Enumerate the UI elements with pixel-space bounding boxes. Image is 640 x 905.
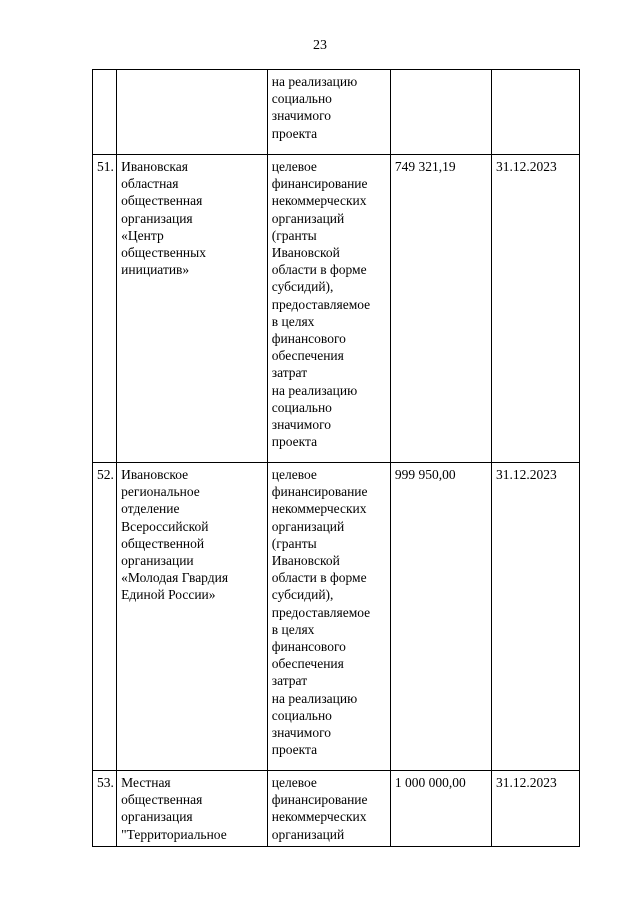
purpose-line: значимого bbox=[271, 417, 332, 433]
row-number-cell bbox=[93, 155, 117, 463]
row-number: 51. bbox=[97, 159, 114, 174]
purpose-cell bbox=[267, 70, 390, 155]
purpose-line: организаций bbox=[271, 210, 345, 226]
organization-line: Местная bbox=[121, 775, 171, 790]
row-number-cell bbox=[93, 771, 117, 847]
organization-cell bbox=[117, 771, 268, 847]
purpose-line: целевое bbox=[271, 775, 317, 790]
organization-line: региональное bbox=[121, 484, 200, 500]
organization-line: общественная bbox=[121, 193, 203, 209]
organization-line: Ивановская bbox=[121, 159, 188, 174]
table-row bbox=[93, 463, 580, 771]
amount-cell bbox=[390, 771, 491, 847]
purpose-line: социально bbox=[271, 91, 332, 107]
row-number: 53. bbox=[97, 775, 114, 790]
purpose-line: значимого bbox=[271, 108, 332, 124]
organization-line: «Центр bbox=[121, 227, 164, 243]
purpose-line: проекта bbox=[271, 125, 318, 141]
purpose-line: финансирование bbox=[271, 484, 368, 500]
table-row bbox=[93, 771, 580, 847]
purpose-line: финансового bbox=[271, 331, 346, 347]
purpose-line: в целях bbox=[271, 313, 315, 329]
purpose-line: финансового bbox=[271, 639, 346, 655]
purpose-line: затрат bbox=[271, 673, 308, 689]
purpose-cell bbox=[267, 155, 390, 463]
date-cell bbox=[492, 70, 580, 155]
amount-cell bbox=[390, 70, 491, 155]
purpose-line: некоммерческих bbox=[271, 501, 367, 517]
purpose-line: финансирование bbox=[271, 792, 368, 808]
purpose-line: некоммерческих bbox=[271, 809, 367, 825]
table-row bbox=[93, 155, 580, 463]
purpose-line: обеспечения bbox=[271, 656, 344, 672]
purpose-line: целевое bbox=[271, 159, 317, 174]
organization-line: отделение bbox=[121, 501, 180, 517]
deadline-date: 31.12.2023 bbox=[496, 159, 557, 174]
amount-cell bbox=[390, 155, 491, 463]
organization-line: общественная bbox=[121, 792, 203, 808]
page-number: 23 bbox=[313, 38, 327, 53]
organization-line: организация bbox=[121, 809, 193, 825]
purpose-line: затрат bbox=[271, 365, 308, 381]
deadline-date: 31.12.2023 bbox=[496, 775, 557, 790]
purpose-line: предоставляемое bbox=[271, 604, 371, 620]
organization-cell bbox=[117, 155, 268, 463]
grants-table bbox=[92, 69, 580, 847]
organization-line: Единой России» bbox=[121, 587, 216, 603]
purpose-line: Ивановской bbox=[271, 553, 340, 569]
purpose-line: субсидий), bbox=[271, 279, 334, 295]
purpose-line: предоставляемое bbox=[271, 296, 371, 312]
organization-line: общественной bbox=[121, 535, 205, 551]
purpose-line: проекта bbox=[271, 434, 318, 450]
purpose-line: на реализацию bbox=[271, 690, 358, 706]
purpose-line: (гранты bbox=[271, 227, 317, 243]
purpose-line: области в форме bbox=[271, 570, 367, 586]
purpose-line: значимого bbox=[271, 725, 332, 741]
organization-line: организации bbox=[121, 553, 194, 569]
purpose-line: организаций bbox=[271, 518, 345, 534]
purpose-line: (гранты bbox=[271, 535, 317, 551]
purpose-line: в целях bbox=[271, 621, 315, 637]
purpose-line: финансирование bbox=[271, 176, 368, 192]
date-cell bbox=[492, 463, 580, 771]
purpose-line: некоммерческих bbox=[271, 193, 367, 209]
deadline-date: 31.12.2023 bbox=[496, 467, 557, 482]
purpose-line: социально bbox=[271, 707, 332, 723]
amount-value: 999 950,00 bbox=[394, 467, 456, 482]
organization-line: инициатив» bbox=[121, 262, 190, 278]
purpose-line: обеспечения bbox=[271, 348, 344, 364]
organization-cell bbox=[117, 70, 268, 155]
organization-line: Ивановское bbox=[121, 467, 189, 482]
date-cell bbox=[492, 771, 580, 847]
purpose-line: социально bbox=[271, 399, 332, 415]
amount-cell bbox=[390, 463, 491, 771]
organization-line: «Молодая Гвардия bbox=[121, 570, 229, 586]
organization-line: Всероссийской bbox=[121, 518, 209, 534]
row-number-cell bbox=[93, 463, 117, 771]
purpose-line: организаций bbox=[271, 826, 345, 842]
amount-value: 1 000 000,00 bbox=[394, 775, 466, 790]
organization-line: общественных bbox=[121, 245, 206, 261]
purpose-cell bbox=[267, 771, 390, 847]
amount-value: 749 321,19 bbox=[394, 159, 456, 174]
organization-cell bbox=[117, 463, 268, 771]
organization-line: организация bbox=[121, 210, 193, 226]
purpose-line: области в форме bbox=[271, 262, 367, 278]
organization-line: "Территориальное bbox=[121, 826, 227, 842]
row-number: 52. bbox=[97, 467, 114, 482]
row-number-cell bbox=[93, 70, 117, 155]
date-cell bbox=[492, 155, 580, 463]
purpose-line: на реализацию bbox=[271, 382, 358, 398]
purpose-line: субсидий), bbox=[271, 587, 334, 603]
table-row bbox=[93, 70, 580, 155]
purpose-line: на реализацию bbox=[271, 74, 358, 89]
purpose-line: целевое bbox=[271, 467, 317, 482]
purpose-line: Ивановской bbox=[271, 245, 340, 261]
organization-line: областная bbox=[121, 176, 179, 192]
purpose-line: проекта bbox=[271, 742, 318, 758]
purpose-cell bbox=[267, 463, 390, 771]
